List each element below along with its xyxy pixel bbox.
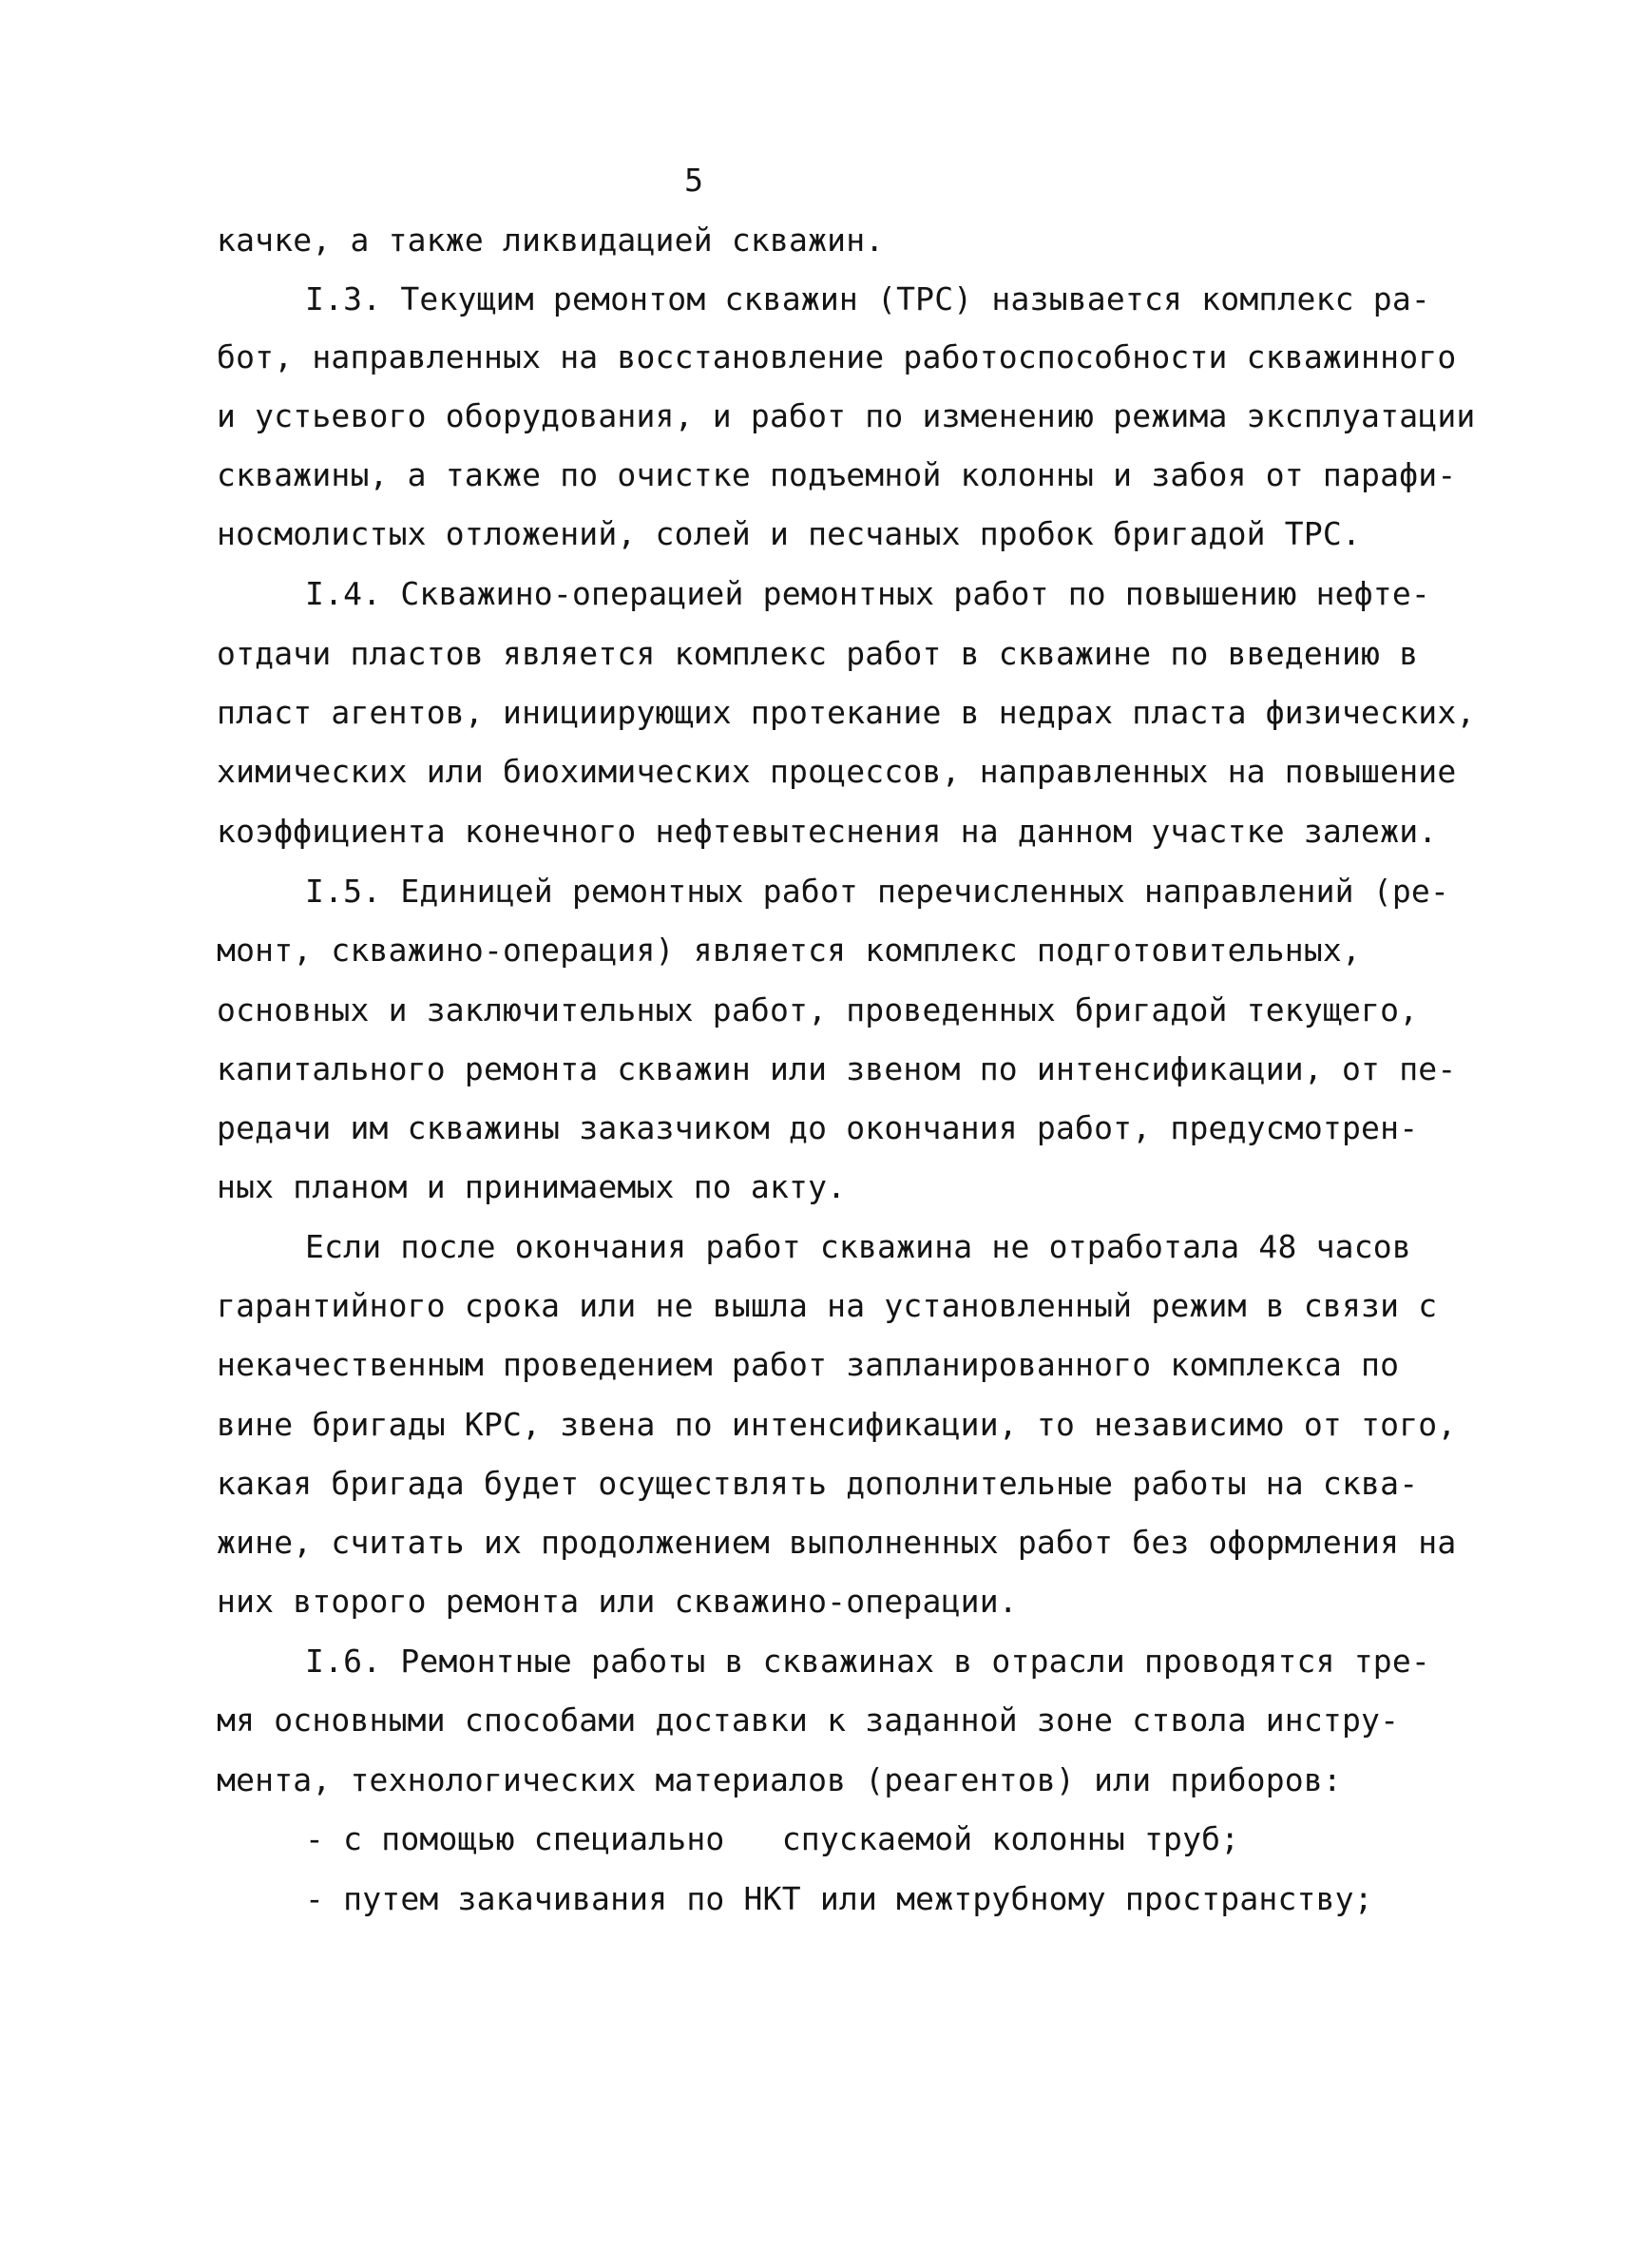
- text-line: Если после окончания работ скважина не отработала 48 часов: [305, 1228, 1411, 1265]
- text-line: ных планом и принимаемых по акту.: [217, 1168, 847, 1205]
- text-line: качке, а также ликвидацией скважин.: [217, 221, 885, 259]
- text-line: основных и заключительных работ, проведенных бригадой текущего,: [217, 991, 1419, 1028]
- text-line: I.3. Текущим ремонтом скважин (ТРС) называется комплекс ра-: [305, 280, 1430, 317]
- text-line: них второго ремонта или скважино-операции.: [217, 1583, 1018, 1620]
- text-line: скважины, а также по очистке подъемной колонны и забоя от парафи-: [217, 456, 1457, 493]
- text-line: - путем закачивания по НКТ или межтрубному пространству;: [305, 1880, 1373, 1917]
- text-line: и устьевого оборудования, и работ по изменению режима эксплуатации: [217, 397, 1476, 434]
- text-line: гарантийного срока или не вышла на установленный режим в связи с: [217, 1287, 1438, 1324]
- text-line: бот, направленных на восстановление работоспособности скважинного: [217, 338, 1457, 375]
- text-line: носмолистых отложений, солей и песчаных пробок бригадой ТРС.: [217, 515, 1362, 552]
- text-line: I.5. Единицей ремонтных работ перечисленных направлений (ре-: [305, 873, 1450, 910]
- text-line: какая бригада будет осуществлять дополнительные работы на сква-: [217, 1465, 1419, 1502]
- text-line: мента, технологических материалов (реагентов) или приборов:: [217, 1761, 1342, 1798]
- text-line: жине, считать их продолжением выполненных работ без оформления на: [217, 1524, 1457, 1561]
- text-line: I.4. Скважино-операцией ремонтных работ по повышению нефте-: [305, 575, 1430, 612]
- text-line: капитального ремонта скважин или звеном по интенсификации, от пе-: [217, 1050, 1457, 1087]
- text-line: вине бригады КРС, звена по интенсификации, то независимо от того,: [217, 1406, 1457, 1443]
- text-line: - с помощью специально спускаемой колонны труб;: [305, 1820, 1240, 1857]
- text-line: отдачи пластов является комплекс работ в скважине по введению в: [217, 635, 1419, 672]
- text-line: монт, скважино-операция) является комплекс подготовительных,: [217, 932, 1362, 969]
- page-number: 5: [684, 162, 703, 199]
- text-line: пласт агентов, инициирующих протекание в недрах пласта физических,: [217, 694, 1476, 731]
- text-line: коэффициента конечного нефтевытеснения на данном участке залежи.: [217, 813, 1438, 850]
- text-line: химических или биохимических процессов, направленных на повышение: [217, 753, 1457, 790]
- text-line: редачи им скважины заказчиком до окончания работ, предусмотрен-: [217, 1109, 1419, 1146]
- text-line: мя основными способами доставки к заданной зоне ствола инстру-: [217, 1701, 1400, 1739]
- text-line: некачественным проведением работ запланированного комплекса по: [217, 1346, 1400, 1383]
- text-line: I.6. Ремонтные работы в скважинах в отрасли проводятся тре-: [305, 1643, 1430, 1680]
